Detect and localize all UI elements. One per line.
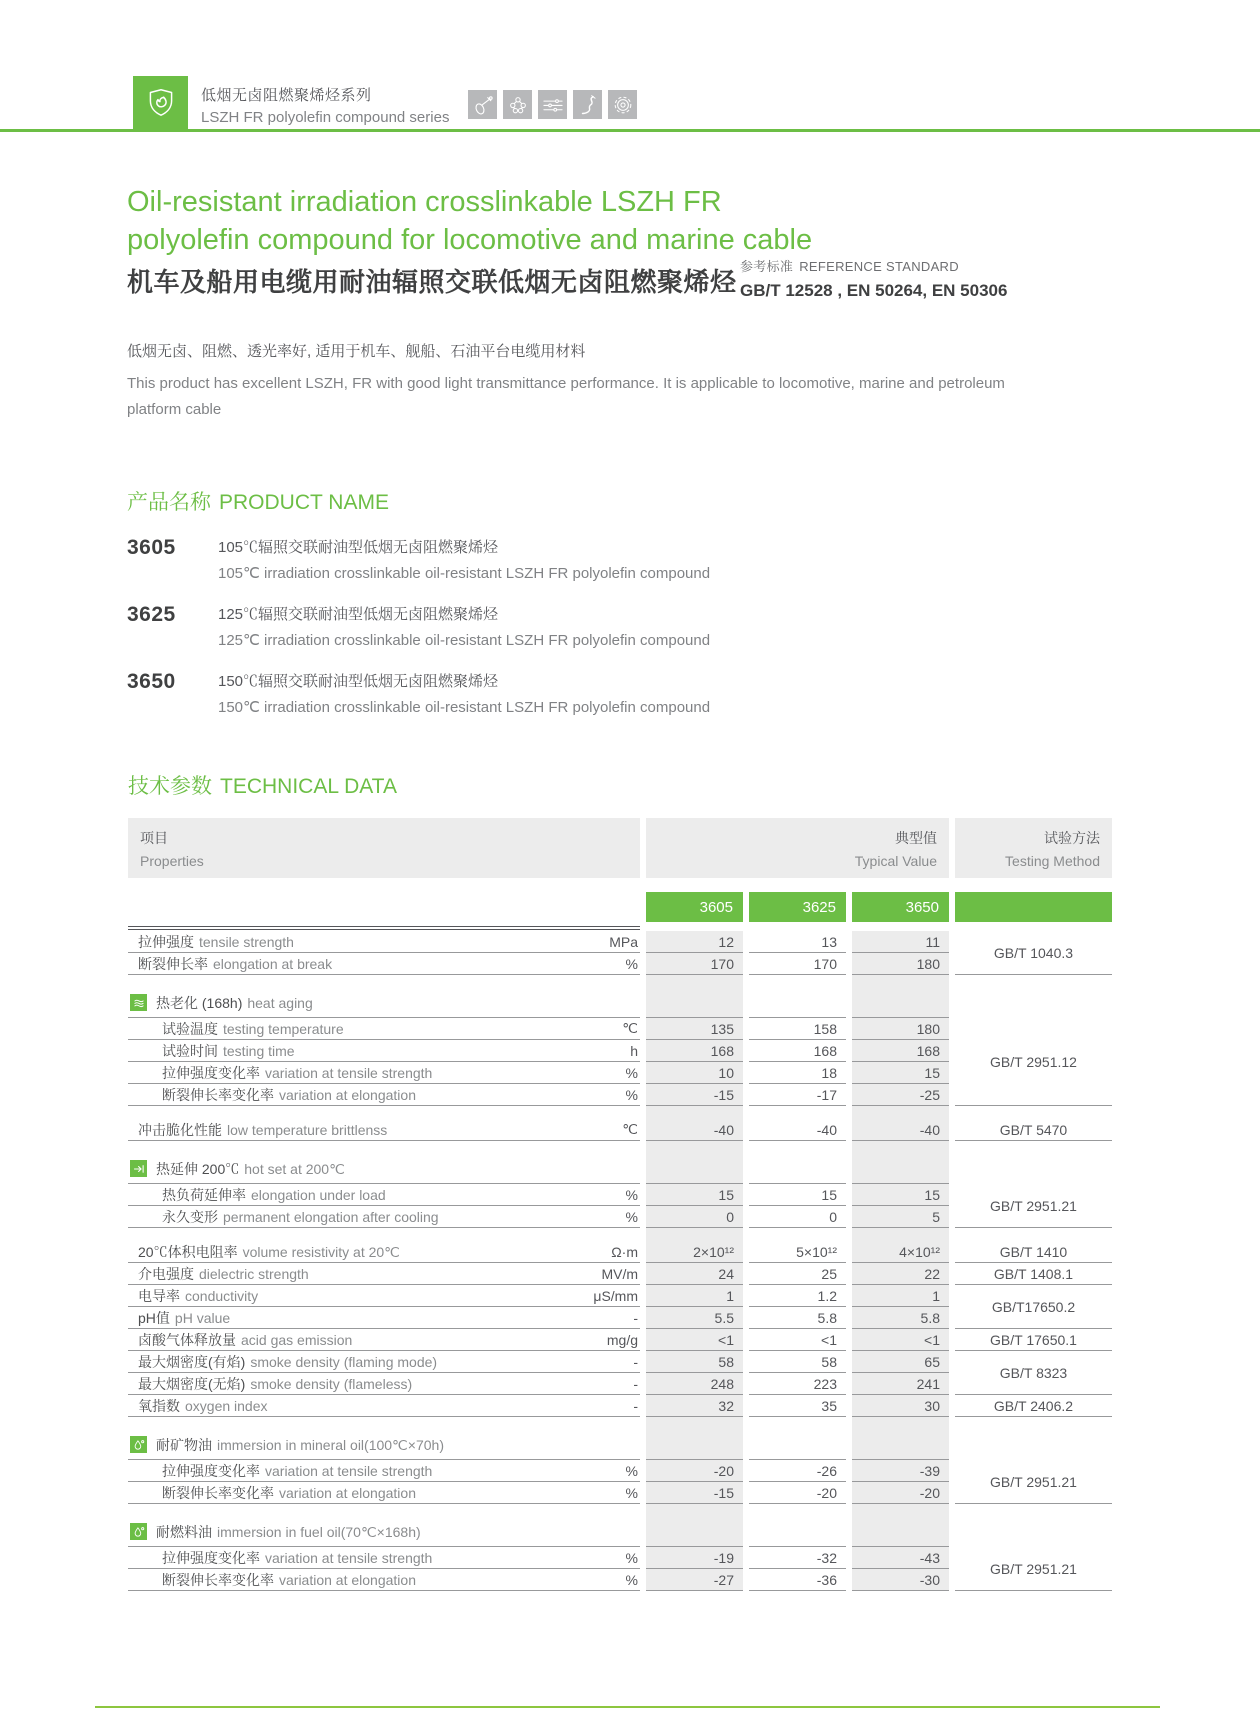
- product-desc-en: 105℃ irradiation crosslinkable oil-resistant LSZH FR polyolefin compound: [218, 565, 711, 582]
- value-cell-3605: 12: [646, 931, 743, 953]
- value-cell-3605: 24: [646, 1263, 743, 1285]
- property-label-zh: 最大烟密度(无焰): [138, 1375, 246, 1392]
- value-cell-3625: 223: [749, 1373, 846, 1395]
- testing-method-cell: GB/T 2951.21: [955, 1460, 1112, 1504]
- product-list: [127, 536, 710, 737]
- section-empty-cell: [852, 1154, 949, 1184]
- property-cell: [128, 1119, 640, 1141]
- value-cell-3625: 13: [749, 931, 846, 953]
- property-unit: %: [625, 1208, 638, 1225]
- property-label-zh: 20℃体积电阻率: [138, 1243, 238, 1260]
- page-title-en: [127, 183, 812, 259]
- value-cell-3650: -40: [852, 1119, 949, 1141]
- property-cell: [128, 1040, 640, 1062]
- property-unit: -: [633, 1375, 638, 1392]
- property-label-en: tensile strength: [199, 933, 294, 950]
- property-cell: [128, 953, 640, 975]
- value-cell-3605: -20: [646, 1460, 743, 1482]
- property-label-en: testing temperature: [223, 1020, 344, 1037]
- technical-data-heading-en: TECHNICAL DATA: [220, 775, 397, 798]
- column-header-typical-value: [646, 818, 949, 878]
- page-title-en-line2: polyolefin compound for locomotive and marine cable: [127, 224, 813, 256]
- property-unit: h: [630, 1042, 638, 1059]
- product-name-heading-en: PRODUCT NAME: [219, 491, 389, 514]
- property-unit: μS/mm: [593, 1287, 638, 1304]
- column-header-typical-value-zh: 典型值: [895, 830, 937, 846]
- section-empty-cell: [646, 1154, 743, 1184]
- footer-divider: [95, 1706, 1160, 1708]
- reference-standard-value: GB/T 12528 , EN 50264, EN 50306: [740, 281, 1008, 300]
- property-label-zh: 拉伸强度变化率: [162, 1064, 260, 1081]
- value-cell-3650: -43: [852, 1547, 949, 1569]
- testing-method-cell: GB/T 2406.2: [955, 1395, 1112, 1417]
- property-unit: %: [625, 1186, 638, 1203]
- section-label-en: heat aging: [247, 994, 313, 1011]
- value-cell-3605: 5.5: [646, 1307, 743, 1329]
- property-label-zh: 拉伸强度变化率: [162, 1549, 260, 1566]
- value-cell-3625: 1.2: [749, 1285, 846, 1307]
- value-cell-3650: 1: [852, 1285, 949, 1307]
- property-cell: [128, 1395, 640, 1417]
- value-cell-3605: -15: [646, 1482, 743, 1504]
- product-header-method-block: [955, 892, 1112, 922]
- property-unit: %: [625, 1484, 638, 1501]
- section-label-en: hot set at 200℃: [244, 1160, 345, 1177]
- value-cell-3605: -19: [646, 1547, 743, 1569]
- property-label-en: variation at elongation: [279, 1086, 416, 1103]
- product-code: 3650: [127, 670, 176, 693]
- value-cell-3650: 5.8: [852, 1307, 949, 1329]
- value-cell-3625: 158: [749, 1018, 846, 1040]
- value-cell-3650: -25: [852, 1084, 949, 1106]
- product-item-3605: [127, 536, 710, 582]
- value-cell-3625: 15: [749, 1184, 846, 1206]
- property-cell: [128, 1307, 640, 1329]
- column-header-typical-value-en: Typical Value: [854, 853, 937, 869]
- testing-method-cell: GB/T 17650.1: [955, 1329, 1112, 1351]
- reference-standard: [740, 256, 1007, 301]
- table-column-header: [128, 818, 1112, 878]
- section-empty-cell: [646, 1517, 743, 1547]
- value-cell-3625: <1: [749, 1329, 846, 1351]
- header-divider: [0, 129, 1260, 132]
- property-unit: -: [633, 1353, 638, 1370]
- product-code: 3625: [127, 603, 176, 626]
- property-unit: %: [625, 1086, 638, 1103]
- value-cell-3650: 4×10¹²: [852, 1241, 949, 1263]
- property-unit: mg/g: [606, 1331, 638, 1348]
- table-top-rule: [128, 926, 640, 930]
- value-cell-3650: 5: [852, 1206, 949, 1228]
- property-unit: -: [633, 1397, 638, 1414]
- value-cell-3625: -26: [749, 1460, 846, 1482]
- series-name-zh: 低烟无卤阻燃聚烯烃系列: [201, 87, 372, 104]
- property-label-zh: 试验时间: [162, 1042, 218, 1059]
- section-empty-cell: [852, 1430, 949, 1460]
- value-cell-3625: 170: [749, 953, 846, 975]
- property-label-en: variation at tensile strength: [265, 1549, 433, 1566]
- property-label-zh: 热负荷延伸率: [162, 1186, 246, 1203]
- product-desc-en: 125℃ irradiation crosslinkable oil-resistant LSZH FR polyolefin compound: [218, 632, 711, 649]
- technical-data-section: [128, 770, 1112, 1591]
- value-cell-3650: -20: [852, 1482, 949, 1504]
- cable-icon: [573, 90, 602, 119]
- testing-method-cell: GB/T 2951.21: [955, 1184, 1112, 1228]
- value-cell-3625: 5×10¹²: [749, 1241, 846, 1263]
- property-unit: Ω·m: [611, 1243, 638, 1260]
- cable-gun-icon: [468, 90, 497, 119]
- property-label-zh: 氧指数: [138, 1397, 180, 1414]
- property-unit: ℃: [622, 1020, 638, 1036]
- section-empty-cell: [749, 1154, 846, 1184]
- reference-standard-label-zh: 参考标准: [740, 259, 794, 274]
- property-label-zh: 电导率: [138, 1287, 180, 1304]
- reference-standard-label-en: REFERENCE STANDARD: [799, 259, 959, 274]
- property-label-en: conductivity: [185, 1287, 259, 1304]
- testing-method-cell: GB/T 1410: [955, 1241, 1112, 1263]
- section-empty-cell: [646, 988, 743, 1018]
- section-label-en: immersion in fuel oil(70℃×168h): [217, 1523, 421, 1540]
- gear-icon: [608, 90, 637, 119]
- value-cell-3605: -40: [646, 1119, 743, 1141]
- table-section-header: [128, 1430, 640, 1460]
- hot-set-icon: [130, 1160, 147, 1177]
- value-cell-3650: 11: [852, 931, 949, 953]
- product-desc-zh: 105℃辐照交联耐油型低烟无卤阻燃聚烯烃: [218, 539, 499, 556]
- property-label-zh: 最大烟密度(有焰): [138, 1353, 246, 1370]
- property-cell: [128, 1482, 640, 1504]
- value-cell-3605: 10: [646, 1062, 743, 1084]
- table-product-header-row: [128, 892, 1112, 922]
- value-cell-3605: -27: [646, 1569, 743, 1591]
- property-label-zh: 永久变形: [162, 1208, 218, 1225]
- value-cell-3605: 248: [646, 1373, 743, 1395]
- value-cell-3650: 30: [852, 1395, 949, 1417]
- product-description: [127, 340, 1037, 423]
- value-cell-3650: 22: [852, 1263, 949, 1285]
- property-cell: [128, 1373, 640, 1395]
- value-cell-3625: -20: [749, 1482, 846, 1504]
- property-unit: MV/m: [601, 1265, 638, 1282]
- reference-standard-label: [740, 256, 1007, 275]
- section-empty-cell: [749, 1430, 846, 1460]
- value-cell-3605: 32: [646, 1395, 743, 1417]
- value-cell-3625: 25: [749, 1263, 846, 1285]
- series-name-en: LSZH FR polyolefin compound series: [201, 109, 450, 126]
- value-cell-3605: <1: [646, 1329, 743, 1351]
- product-column-header-3625: 3625: [749, 892, 846, 922]
- property-cell: [128, 1351, 640, 1373]
- product-desc-zh: 125℃辐照交联耐油型低烟无卤阻燃聚烯烃: [218, 606, 499, 623]
- oil-drop-icon: [130, 1523, 147, 1540]
- value-cell-3605: 168: [646, 1040, 743, 1062]
- property-label-en: elongation under load: [251, 1186, 386, 1203]
- property-label-en: volume resistivity at 20℃: [242, 1243, 400, 1260]
- value-cell-3650: -39: [852, 1460, 949, 1482]
- section-label-zh: 热老化 (168h): [156, 994, 243, 1011]
- property-cell: [128, 1569, 640, 1591]
- table-section-header: [128, 1154, 640, 1184]
- product-name-heading-zh: 产品名称: [127, 491, 211, 514]
- property-label-en: testing time: [223, 1042, 295, 1059]
- value-cell-3605: 15: [646, 1184, 743, 1206]
- product-description-zh: 低烟无卤、阻燃、透光率好, 适用于机车、舰船、石油平台电缆用材料: [127, 343, 586, 360]
- value-cell-3625: -32: [749, 1547, 846, 1569]
- property-cell: [128, 1206, 640, 1228]
- table-section-header: [128, 988, 640, 1018]
- property-label-zh: 冲击脆化性能: [138, 1121, 222, 1138]
- value-cell-3650: -30: [852, 1569, 949, 1591]
- value-cell-3650: 180: [852, 1018, 949, 1040]
- technical-data-heading-zh: 技术参数: [128, 775, 212, 798]
- header-icons: [468, 90, 637, 119]
- product-desc-zh: 150℃辐照交联耐油型低烟无卤阻燃聚烯烃: [218, 673, 499, 690]
- property-unit: %: [625, 955, 638, 972]
- property-label-en: dielectric strength: [199, 1265, 309, 1282]
- product-item-3650: [127, 670, 710, 716]
- property-label-zh: 试验温度: [162, 1020, 218, 1037]
- value-cell-3625: -40: [749, 1119, 846, 1141]
- value-cell-3605: 0: [646, 1206, 743, 1228]
- column-header-testing-method-en: Testing Method: [1005, 853, 1100, 869]
- value-cell-3650: 241: [852, 1373, 949, 1395]
- value-cell-3605: 58: [646, 1351, 743, 1373]
- value-cell-3650: 180: [852, 953, 949, 975]
- heat-aging-icon: [130, 994, 147, 1011]
- column-header-testing-method: [955, 818, 1112, 878]
- property-label-zh: 断裂伸长率变化率: [162, 1571, 274, 1588]
- column-header-properties-zh: 项目: [140, 830, 168, 846]
- testing-method-cell: GB/T 5470: [955, 1119, 1112, 1141]
- product-column-header-3605: 3605: [646, 892, 743, 922]
- property-label-zh: 断裂伸长率: [138, 955, 208, 972]
- testing-method-cell: GB/T 8323: [955, 1351, 1112, 1395]
- property-unit: %: [625, 1462, 638, 1479]
- property-unit: %: [625, 1549, 638, 1566]
- value-cell-3605: 170: [646, 953, 743, 975]
- series-title: [201, 84, 449, 126]
- value-cell-3625: 58: [749, 1351, 846, 1373]
- value-cell-3625: -36: [749, 1569, 846, 1591]
- value-cell-3605: 135: [646, 1018, 743, 1040]
- product-code: 3605: [127, 536, 176, 559]
- property-label-en: variation at elongation: [279, 1484, 416, 1501]
- table-body: [128, 931, 1112, 1591]
- property-unit: MPa: [609, 933, 638, 950]
- technical-data-heading: [128, 770, 1112, 800]
- property-label-en: permanent elongation after cooling: [223, 1208, 439, 1225]
- property-label-en: variation at elongation: [279, 1571, 416, 1588]
- value-cell-3625: -17: [749, 1084, 846, 1106]
- page-title-zh: 机车及船用电缆用耐油辐照交联低烟无卤阻燃聚烯烃: [127, 267, 737, 297]
- molecule-icon: [503, 90, 532, 119]
- property-cell: [128, 1285, 640, 1307]
- column-header-testing-method-zh: 试验方法: [1044, 830, 1100, 846]
- value-cell-3650: 65: [852, 1351, 949, 1373]
- value-cell-3650: 15: [852, 1062, 949, 1084]
- property-label-zh: 断裂伸长率变化率: [162, 1086, 274, 1103]
- property-cell: [128, 1547, 640, 1569]
- product-description-en: This product has excellent LSZH, FR with good light transmittance performance. It is applicable to locomotive, marine and petroleum platform cable: [127, 375, 1005, 418]
- section-label-zh: 热延伸 200℃: [156, 1160, 240, 1177]
- section-empty-cell: [646, 1430, 743, 1460]
- property-unit: ℃: [622, 1121, 638, 1137]
- testing-method-cell: GB/T 1040.3: [955, 931, 1112, 975]
- value-cell-3605: 1: [646, 1285, 743, 1307]
- value-cell-3625: 168: [749, 1040, 846, 1062]
- property-cell: [128, 1263, 640, 1285]
- section-label-en: immersion in mineral oil(100℃×70h): [217, 1436, 444, 1453]
- product-item-3625: [127, 603, 710, 649]
- property-cell: [128, 1062, 640, 1084]
- value-cell-3605: 2×10¹²: [646, 1241, 743, 1263]
- product-desc-en: 150℃ irradiation crosslinkable oil-resistant LSZH FR polyolefin compound: [218, 699, 711, 716]
- property-cell: [128, 1084, 640, 1106]
- value-cell-3625: 18: [749, 1062, 846, 1084]
- section-empty-cell: [852, 988, 949, 1018]
- testing-method-cell: GB/T 2951.21: [955, 1547, 1112, 1591]
- property-cell: [128, 1460, 640, 1482]
- property-cell: [128, 931, 640, 953]
- property-cell: [128, 1241, 640, 1263]
- shield-flame-icon: [133, 76, 188, 129]
- property-label-en: variation at tensile strength: [265, 1462, 433, 1479]
- column-header-properties: [128, 818, 640, 878]
- value-cell-3650: <1: [852, 1329, 949, 1351]
- section-empty-cell: [749, 988, 846, 1018]
- property-label-zh: pH值: [138, 1309, 170, 1326]
- property-label-zh: 拉伸强度变化率: [162, 1462, 260, 1479]
- section-label-zh: 耐矿物油: [156, 1436, 212, 1453]
- property-cell: [128, 1018, 640, 1040]
- section-empty-cell: [852, 1517, 949, 1547]
- product-header-spacer: [128, 892, 640, 922]
- property-label-zh: 卤酸气体释放量: [138, 1331, 236, 1348]
- value-cell-3605: -15: [646, 1084, 743, 1106]
- property-cell: [128, 1329, 640, 1351]
- oil-drop-icon: [130, 1436, 147, 1453]
- section-empty-cell: [749, 1517, 846, 1547]
- property-cell: [128, 1184, 640, 1206]
- page-title-en-line1: Oil-resistant irradiation crosslinkable LSZH FR: [127, 186, 722, 218]
- property-label-en: variation at tensile strength: [265, 1064, 433, 1081]
- value-cell-3625: 0: [749, 1206, 846, 1228]
- property-label-en: acid gas emission: [241, 1331, 353, 1348]
- value-cell-3625: 35: [749, 1395, 846, 1417]
- testing-method-cell: GB/T17650.2: [955, 1285, 1112, 1329]
- circuit-icon: [538, 90, 567, 119]
- testing-method-cell: GB/T 2951.12: [955, 1018, 1112, 1106]
- value-cell-3650: 15: [852, 1184, 949, 1206]
- value-cell-3625: 5.8: [749, 1307, 846, 1329]
- property-label-zh: 拉伸强度: [138, 933, 194, 950]
- property-unit: %: [625, 1064, 638, 1081]
- table-section-header: [128, 1517, 640, 1547]
- property-label-en: smoke density (flameless): [250, 1375, 413, 1392]
- property-label-zh: 断裂伸长率变化率: [162, 1484, 274, 1501]
- property-unit: -: [633, 1309, 638, 1326]
- property-unit: %: [625, 1571, 638, 1588]
- property-label-en: smoke density (flaming mode): [250, 1353, 438, 1370]
- property-label-zh: 介电强度: [138, 1265, 194, 1282]
- section-label-zh: 耐燃料油: [156, 1523, 212, 1540]
- product-name-heading: [127, 486, 389, 516]
- column-header-properties-en: Properties: [140, 853, 204, 869]
- property-label-en: oxygen index: [185, 1397, 268, 1414]
- property-label-en: pH value: [174, 1309, 231, 1326]
- testing-method-cell: GB/T 1408.1: [955, 1263, 1112, 1285]
- property-label-en: elongation at break: [213, 955, 333, 972]
- product-column-header-3650: 3650: [852, 892, 949, 922]
- value-cell-3650: 168: [852, 1040, 949, 1062]
- property-label-en: low temperature brittlenss: [227, 1121, 388, 1138]
